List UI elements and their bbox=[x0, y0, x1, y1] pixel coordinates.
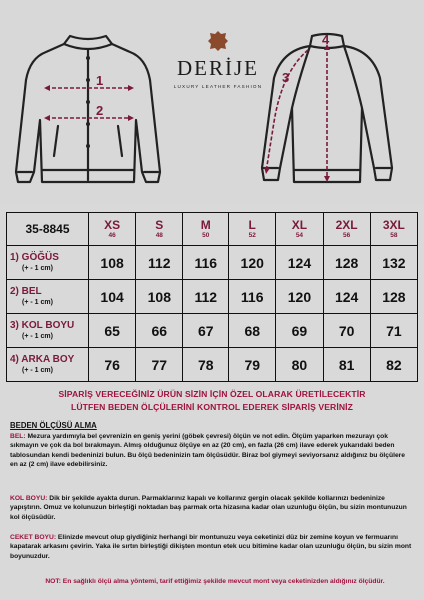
table-row: 4) ARKA BOY (+ - 1 cm) 76 77 78 79 80 81 82 bbox=[7, 348, 418, 382]
note: NOT: En sağlıklı ölçü alma yöntemi, tarif ettiğimiz şekilde mevcut mont veya ceketinizden aldığınız ölçüdür. bbox=[45, 578, 385, 585]
size-col: XS 46 bbox=[89, 213, 136, 246]
marker-1: 1 bbox=[96, 73, 104, 88]
notice-line-1: SİPARİŞ VERECEĞİNİZ ÜRÜN SİZİN İÇİN ÖZEL OLARAK ÜRETİLECEKTİR bbox=[58, 389, 366, 399]
kol-instructions: KOL BOYU: Dik bir şekilde ayakta durun. Parmaklarınız kapalı ve kollarınız gergin olacak şekilde kollarınızı bedeninize yapıştırın. Omuz ve kolunuzun birleştiği noktadan baş parmak orta hizasına kadar olan uzunluğu ölçün, bu sizin montunuzun kol ölçüsüdür. bbox=[10, 495, 407, 521]
size-col: 2XL 56 bbox=[323, 213, 370, 246]
bel-instructions: BEL: Mezura yardımıyla bel çevrenizin en geniş yerini (göbek çevresi) ölçün ve not edin. Ölçüm yaparken mezurayı çok sıkmayın ve çok da bol bırakmayın. Almış olduğunuz ölçüye en az (20 cm), en fazla (26 cm) ilave ederek yukarıdaki beden tablosundan kendi bedeninizi bulun. Bu ölçü bedeninizin tam ölçüsüdür. Biraz bol giymeyi seviyorsanız aldığınız bu ölçülere en az (2 cm) ilave edebilirsiniz. bbox=[10, 433, 405, 469]
ceket-instructions: CEKET BOYU: Elinizde mevcut olup giydiğiniz herhangi bir montunuzu veya ceketinizi düz bir zemine koyun ve fermuarını kapatarak arkasını çevirin. Yaka ile sırtın birleştiği dikişten montun etek ucu bitimine kadar olan uzunluğu ölçün, bu sizin mont boyunuzdur. bbox=[10, 534, 412, 560]
size-table bbox=[6, 212, 418, 382]
size-col: L 52 bbox=[229, 213, 276, 246]
diagram-area bbox=[0, 0, 424, 205]
notice-line-2: LÜTFEN BEDEN ÖLÇÜLERİNİ KONTROL EDEREK SİPARİŞ VERİNİZ bbox=[70, 402, 353, 412]
guide-title: BEDEN ÖLÇÜSÜ ALMA bbox=[10, 421, 97, 430]
brand-name: DERİJE bbox=[177, 56, 259, 80]
size-header-row bbox=[7, 213, 418, 246]
marker-2: 2 bbox=[96, 103, 104, 118]
table-row: 2) BEL (+ - 1 cm) 104 108 112 116 120 124 128 bbox=[7, 280, 418, 314]
table-row: 1) GÖĞÜS (+ - 1 cm) 108 112 116 120 124 128 132 bbox=[7, 246, 418, 280]
brand-tagline: LUXURY LEATHER FASHION bbox=[173, 84, 263, 89]
front-jacket-diagram bbox=[8, 22, 168, 200]
leather-hide-icon bbox=[207, 30, 229, 52]
product-code: 35-8845 bbox=[7, 213, 89, 246]
table-row: 3) KOL BOYU (+ - 1 cm) 65 66 67 68 69 70 71 bbox=[7, 314, 418, 348]
size-col: XL 54 bbox=[276, 213, 323, 246]
size-col: S 48 bbox=[136, 213, 183, 246]
marker-3: 3 bbox=[282, 70, 290, 85]
size-col: 3XL 58 bbox=[370, 213, 417, 246]
back-jacket-diagram bbox=[252, 22, 402, 200]
size-col: M 50 bbox=[183, 213, 229, 246]
marker-4: 4 bbox=[322, 32, 330, 47]
order-notice bbox=[0, 388, 424, 414]
